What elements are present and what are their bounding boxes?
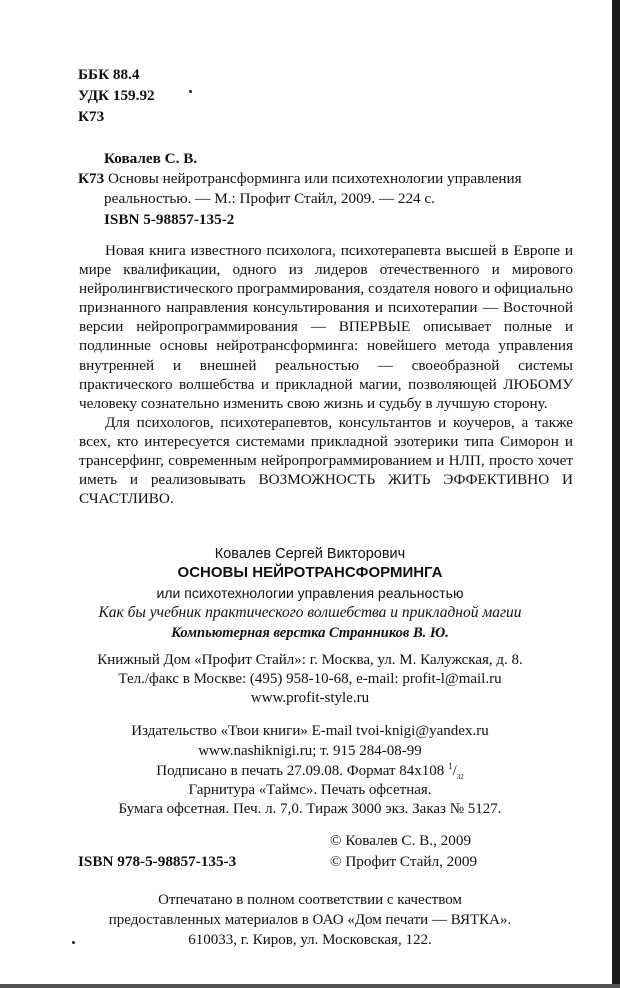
printer-line2: предоставленных материалов в ОАО «Дом печати — ВЯТКА». [108, 912, 512, 928]
print-paper-info: Бумага офсетная. Печ. л. 7,0. Тираж 3000 экз. Заказ № 5127. [118, 801, 502, 817]
print-speck [189, 90, 192, 93]
udk-code: УДК 159.92 [78, 87, 155, 104]
print-date-format-text: Подписано в печать 27.09.08. Формат 84х108 [156, 763, 445, 779]
imprint-subtitle: или психотехнологии управления реальностью [156, 585, 464, 601]
imprint-layout-credit: Компьютерная верстка Странников В. Ю. [171, 625, 449, 641]
print-website-phone: www.nashiknigi.ru; т. 915 284-08-99 [198, 743, 422, 759]
publisher-website: www.profit-style.ru [250, 690, 370, 706]
publisher-contacts: Тел./факс в Москве: (495) 958-10-68, e-mail: profit-l@mail.ru [118, 671, 502, 687]
author-name: Ковалев С. В. [104, 150, 198, 167]
annotation-paragraph-1: Новая книга известного психолога, психотерапевта высшей в Европе и мире квалификации, одного из лидеров отечественного и мирового нейролингвистического программирования, создателя нового и официально признанного направления консультирования и психотерапии — Восточной версии нейропрограммирования — ВПЕРВЫЕ описывает полные и подлинные основы нейротрансформинга: новейшего метода управления внутренней и внешней реальностью — своеобразной системы практического волшебства и прикладной магии, позволяющей ЛЮБОМУ человеку сознательно изменить свою жизнь и судьбу в лучшую сторону. [79, 242, 573, 412]
annotation [79, 241, 573, 508]
bbk-code: ББК 88.4 [78, 66, 140, 83]
author-mark: К73 [78, 108, 105, 125]
print-date-format: Подписано в печать 27.09.08. Формат 84х108 $^1/_{32}$ [156, 761, 464, 781]
imprint-title: ОСНОВЫ НЕЙРОТРАНСФОРМИНГА [177, 564, 443, 581]
entry-mark: К73 [78, 170, 105, 187]
printer-line1: Отпечатано в полном соответствии с качеством [158, 892, 462, 908]
entry-title: Основы нейротрансформинга или психотехнологии управления [108, 170, 522, 187]
format-denominator: 32 [456, 773, 464, 781]
page-bottom-edge [0, 984, 620, 988]
copyright-publisher: © Профит Стайл, 2009 [330, 853, 478, 870]
copyright-author: © Ковалев С. В., 2009 [330, 832, 472, 849]
isbn-bottom: ISBN 978-5-98857-135-3 [78, 853, 237, 870]
page-edge-shadow [612, 0, 620, 988]
imprint-author: Ковалев Сергей Викторович [214, 546, 406, 562]
format-numerator: 1 [448, 761, 453, 771]
print-typeface: Гарнитура «Таймс». Печать офсетная. [188, 782, 432, 798]
isbn-top: ISBN 5-98857-135-2 [104, 211, 235, 228]
bibliographic-entry-line1 [78, 170, 522, 188]
publisher-address: Книжный Дом «Профит Стайл»: г. Москва, ул. М. Калужская, д. 8. [97, 652, 523, 668]
annotation-paragraph-2: Для психологов, психотерапевтов, консультантов и коучеров, а также всех, кто интересуется системами прикладной эзотерики типа Симорон и трансерфинг, современным нейропрограммированием и НЛП, просто хочет иметь и реализовывать ВОЗМОЖНОСТЬ ЖИТЬ ЭФФЕКТИВНО И СЧАСТЛИВО. [79, 413, 573, 508]
imprint-tagline: Как бы учебник практического волшебства и прикладной магии [98, 604, 522, 621]
bibliographic-entry-line2: реальностью. — М.: Профит Стайл, 2009. — 224 с. [104, 190, 435, 207]
print-publisher: Издательство «Твои книги» E-mail tvoi-knigi@yandex.ru [131, 723, 489, 739]
printer-address: 610033, г. Киров, ул. Московская, 122. [188, 932, 432, 948]
